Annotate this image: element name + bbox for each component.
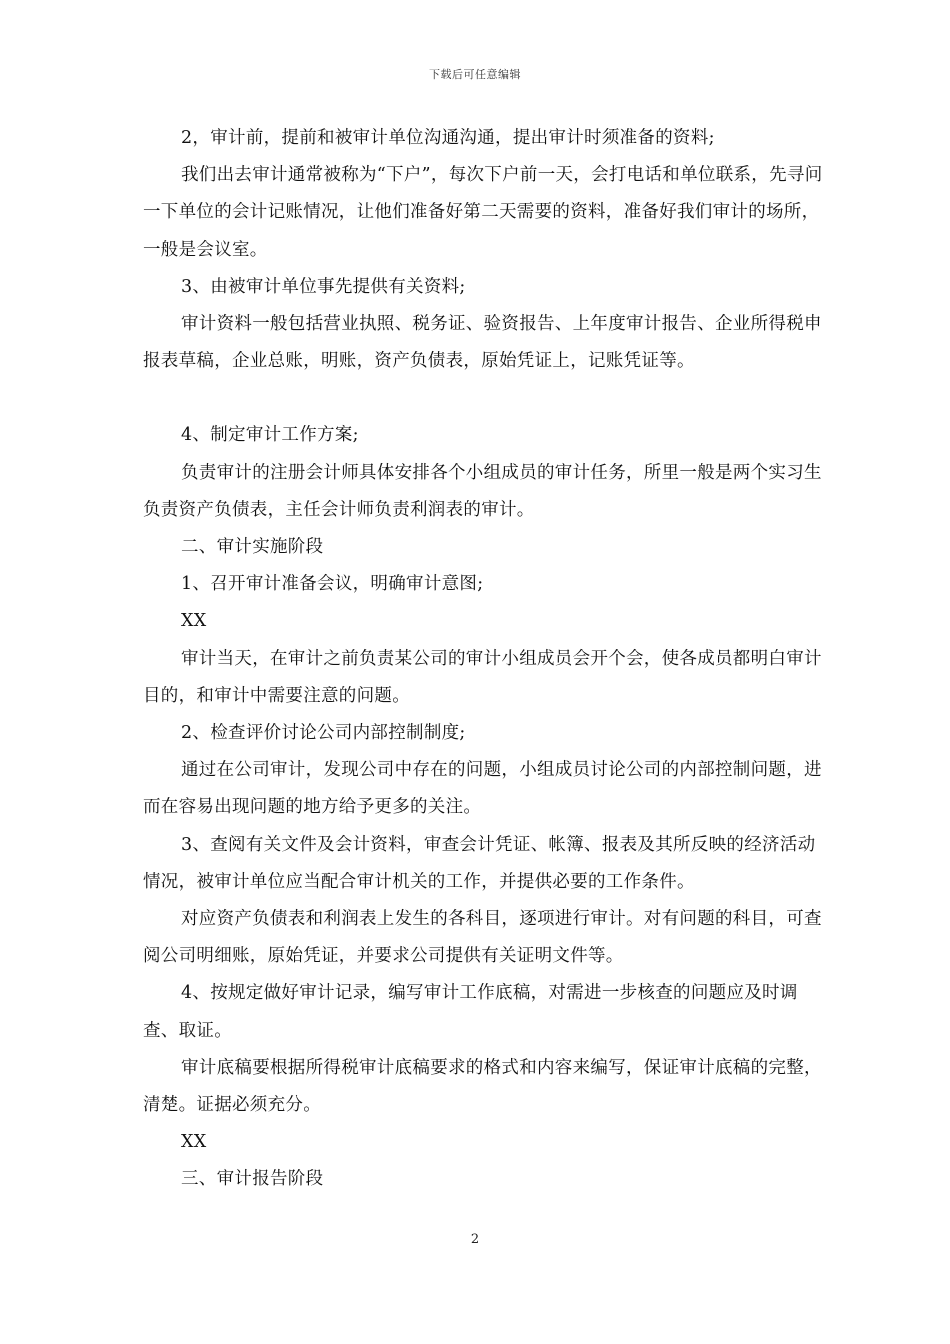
blank-line (143, 380, 823, 417)
paragraph: 负责审计的注册会计师具体安排各个小组成员的审计任务，所里一般是两个实习生负责资产负债表，主任会计师负责利润表的审计。 (143, 462, 822, 520)
document-body (143, 120, 823, 1199)
paragraph: 2，审计前，提前和被审计单位沟通沟通，提出审计时须准备的资料; (181, 128, 715, 148)
paragraph: 通过在公司审计，发现公司中存在的问题，小组成员讨论公司的内部控制问题，进而在容易出现问题的地方给予更多的关注。 (143, 760, 822, 818)
paragraph: 1、召开审计准备会议，明确审计意图; (181, 574, 484, 595)
paragraph: XX (181, 1132, 207, 1153)
section-heading: 二、审计实施阶段 (181, 537, 324, 558)
paragraph: 审计当天，在审计之前负责某公司的审计小组成员会开个会，使各成员都明白审计目的，和审计中需要注意的问题。 (143, 648, 822, 706)
paragraph: 3、由被审计单位事先提供有关资料; (181, 276, 466, 297)
paragraph: 2、检查评价讨论公司内部控制制度; (181, 723, 466, 744)
section-heading: 三、审计报告阶段 (181, 1169, 324, 1190)
paragraph: 对应资产负债表和利润表上发生的各科目，逐项进行审计。对有问题的科目，可查阅公司明细账，原始凭证，并要求公司提供有关证明文件等。 (143, 909, 822, 967)
paragraph: 审计资料一般包括营业执照、税务证、验资报告、上年度审计报告、企业所得税申报表草稿，企业总账，明账，资产负债表，原始凭证上，记账凭证等。 (143, 314, 822, 372)
paragraph: XX (181, 611, 207, 632)
paragraph: 审计底稿要根据所得税审计底稿要求的格式和内容来编写，保证审计底稿的完整，清楚。证据必须充分。 (143, 1057, 822, 1116)
paragraph: 4、按规定做好审计记录，编写审计工作底稿，对需进一步核查的问题应及时调查、取证。 (143, 983, 798, 1041)
paragraph: 4、制定审计工作方案; (181, 425, 359, 446)
paragraph: 3、查阅有关文件及会计资料，审查会计凭证、帐簿、报表及其所反映的经济活动情况，被审计单位应当配合审计机关的工作，并提供必要的工作条件。 (143, 834, 816, 892)
paragraph: 我们出去审计通常被称为“下户”，每次下户前一天，会打电话和单位联系，先寻问一下单位的会计记账情况，让他们准备好第二天需要的资料，准备好我们审计的场所，一般是会议室。 (143, 165, 823, 260)
page-number: 2 (470, 1232, 480, 1247)
page-header: 下载后可任意编辑 (429, 68, 521, 81)
